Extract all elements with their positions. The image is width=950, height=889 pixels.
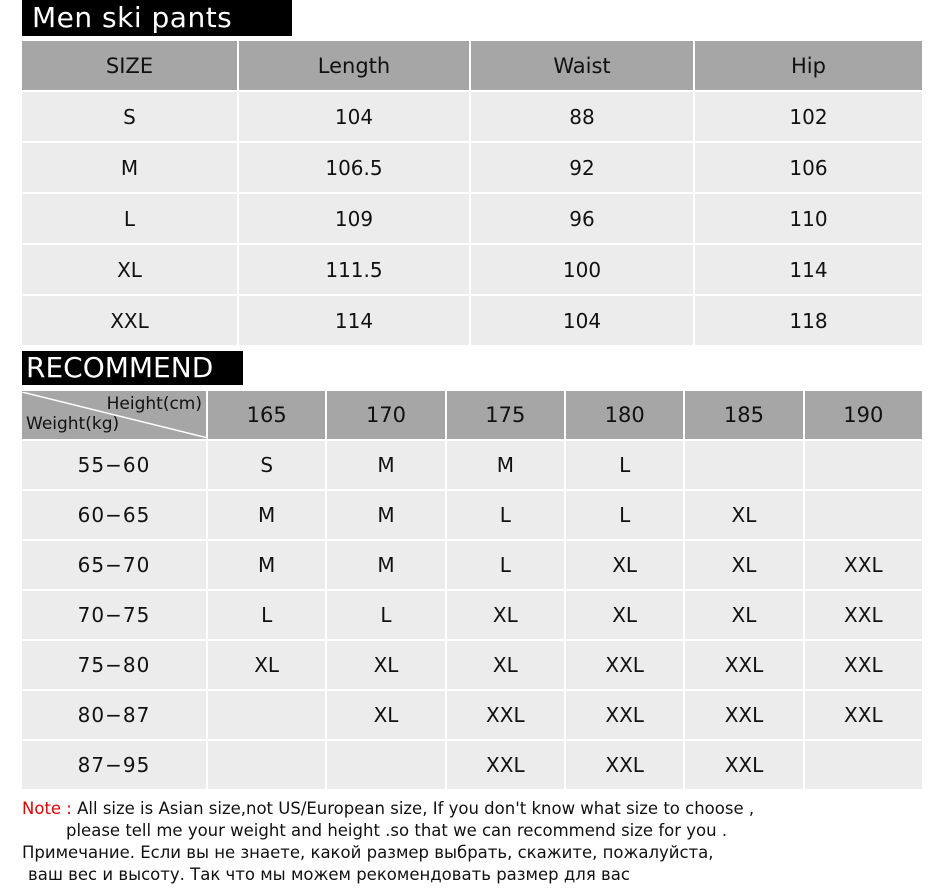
weight-range-cell: 70−75 (22, 591, 206, 639)
note-block (22, 798, 922, 886)
recommended-size-cell: L (447, 491, 564, 539)
weight-range-cell: 75−80 (22, 641, 206, 689)
size-cell: 104 (239, 92, 469, 141)
note-line: ваш вес и высоту. Так что мы можем рекомендовать размер для вас (28, 865, 630, 884)
recommended-size-cell (685, 441, 802, 489)
recommended-size-cell: M (327, 541, 444, 589)
size-row (22, 92, 922, 141)
recommend-header-row (22, 391, 922, 439)
size-cell: L (22, 194, 237, 243)
weight-range-cell: 65−70 (22, 541, 206, 589)
header-cell: Hip (695, 41, 922, 90)
recommended-size-cell: L (447, 541, 564, 589)
recommended-size-cell: M (208, 491, 325, 539)
recommended-size-cell: XXL (566, 641, 683, 689)
size-cell: 106 (695, 143, 922, 192)
recommended-size-cell (805, 741, 922, 789)
recommend-row (22, 641, 922, 689)
recommended-size-cell: XL (566, 591, 683, 639)
size-cell: 88 (471, 92, 693, 141)
recommend-row (22, 441, 922, 489)
recommend-table (20, 389, 924, 791)
weight-range-cell: 87−95 (22, 741, 206, 789)
weight-range-cell: 55−60 (22, 441, 206, 489)
height-header: 170 (327, 391, 444, 439)
weight-range-cell: 80−87 (22, 691, 206, 739)
recommended-size-cell (327, 741, 444, 789)
recommended-size-cell: M (447, 441, 564, 489)
size-cell: 102 (695, 92, 922, 141)
size-cell: 100 (471, 245, 693, 294)
recommend-row (22, 691, 922, 739)
size-cell: 92 (471, 143, 693, 192)
recommended-size-cell: XXL (566, 741, 683, 789)
height-header: 185 (685, 391, 802, 439)
recommended-size-cell: XXL (805, 591, 922, 639)
header-cell: Length (239, 41, 469, 90)
recommended-size-cell: XXL (447, 691, 564, 739)
recommend-row (22, 541, 922, 589)
recommend-title: RECOMMEND (22, 351, 243, 385)
size-header-row (22, 41, 922, 90)
size-cell: 104 (471, 296, 693, 345)
recommended-size-cell: L (327, 591, 444, 639)
size-cell: 109 (239, 194, 469, 243)
recommended-size-cell: XXL (685, 641, 802, 689)
height-axis-label: Height(cm) (106, 394, 202, 414)
height-header: 175 (447, 391, 564, 439)
size-row (22, 143, 922, 192)
note-line: Примечание. Если вы не знаете, какой размер выбрать, скажите, пожалуйста, (22, 843, 714, 862)
size-row (22, 194, 922, 243)
size-cell: XL (22, 245, 237, 294)
size-cell: M (22, 143, 237, 192)
note-text: All size is Asian size,not US/European size, If you don't know what size to choose , (71, 799, 755, 818)
size-cell: 106.5 (239, 143, 469, 192)
header-cell: SIZE (22, 41, 237, 90)
recommended-size-cell: M (327, 491, 444, 539)
recommended-size-cell: L (208, 591, 325, 639)
recommended-size-cell: XXL (805, 641, 922, 689)
height-header: 180 (566, 391, 683, 439)
recommend-row (22, 491, 922, 539)
size-cell: S (22, 92, 237, 141)
weight-axis-label: Weight(kg) (26, 414, 120, 434)
size-row (22, 245, 922, 294)
size-cell: 110 (695, 194, 922, 243)
recommended-size-cell: M (327, 441, 444, 489)
size-cell: 114 (239, 296, 469, 345)
corner-cell (22, 391, 206, 439)
size-chart-table (20, 39, 924, 347)
recommend-row (22, 591, 922, 639)
weight-range-cell: 60−65 (22, 491, 206, 539)
size-cell: XXL (22, 296, 237, 345)
recommended-size-cell: XL (447, 641, 564, 689)
recommended-size-cell: XXL (805, 691, 922, 739)
recommended-size-cell: XXL (685, 691, 802, 739)
recommended-size-cell (208, 741, 325, 789)
note-label: Note : (22, 799, 72, 818)
size-chart-title: Men ski pants (22, 0, 292, 36)
recommended-size-cell: XL (685, 541, 802, 589)
note-line: please tell me your weight and height .so that we can recommend size for you . (66, 821, 728, 840)
size-cell: 114 (695, 245, 922, 294)
recommend-row (22, 741, 922, 789)
recommended-size-cell: XL (327, 641, 444, 689)
size-cell: 118 (695, 296, 922, 345)
recommended-size-cell: XXL (447, 741, 564, 789)
recommended-size-cell: L (566, 441, 683, 489)
header-cell: Waist (471, 41, 693, 90)
recommended-size-cell: L (566, 491, 683, 539)
height-header: 190 (805, 391, 922, 439)
height-header: 165 (208, 391, 325, 439)
size-cell: 96 (471, 194, 693, 243)
recommended-size-cell: XXL (685, 741, 802, 789)
recommended-size-cell: XL (447, 591, 564, 639)
recommended-size-cell: XXL (805, 541, 922, 589)
size-cell: 111.5 (239, 245, 469, 294)
recommended-size-cell: XL (566, 541, 683, 589)
recommended-size-cell (805, 441, 922, 489)
recommended-size-cell: XL (685, 591, 802, 639)
recommended-size-cell: XL (685, 491, 802, 539)
recommended-size-cell: XL (208, 641, 325, 689)
size-row (22, 296, 922, 345)
note-line (22, 798, 922, 820)
recommended-size-cell (208, 691, 325, 739)
recommended-size-cell: XL (327, 691, 444, 739)
recommended-size-cell: XXL (566, 691, 683, 739)
recommended-size-cell: M (208, 541, 325, 589)
recommended-size-cell: S (208, 441, 325, 489)
recommended-size-cell (805, 491, 922, 539)
